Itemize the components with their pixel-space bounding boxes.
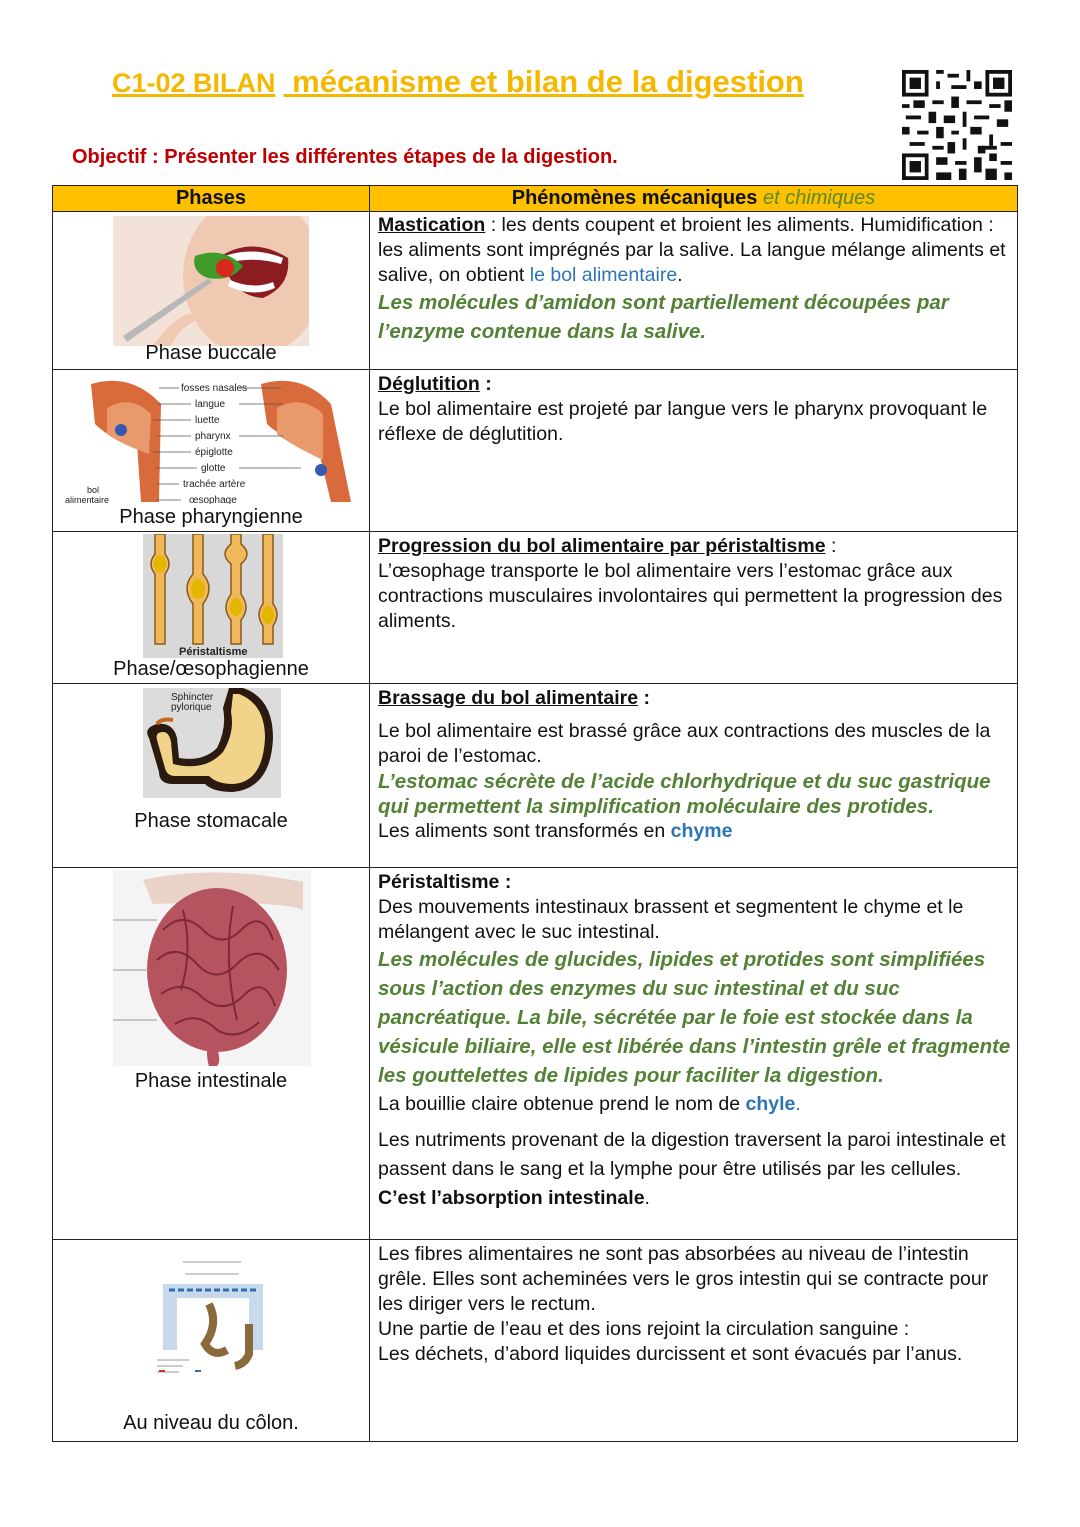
text-chyme-intro: Les aliments sont transformés en (378, 820, 671, 842)
row-oesophagienne (53, 532, 1018, 684)
chem-intestinale: Les molécules de glucides, lipides et protides sont simplifiées sous l’action des enzymes du suc intestinal et du suc pancréatique. La bile, sécrétée par le foie est stockée dans la vésicule biliaire, elle est libérée dans l’intestin grêle et fragmente les gouttelettes de lipides pour faciliter la digestion. (378, 948, 1011, 1087)
caption-oesophagienne: Phase/œsophagienne (113, 658, 309, 680)
label-pylorique: pylorique (171, 702, 212, 713)
col-header-phenomenes (370, 186, 1018, 212)
label-sphincter: Sphincter (171, 692, 214, 703)
text-progression: L’œsophage transporte le bol alimentaire vers l’estomac grâce aux contractions musculaires involontaires qui permettent la progression des aliments. (378, 560, 1003, 632)
heading-brassage: Brassage du bol alimentaire (378, 687, 639, 709)
col-header-mecaniques: Phénomènes mécaniques (511, 187, 758, 209)
label-pharynx: pharynx (195, 431, 231, 442)
colon-diagram (149, 1254, 277, 1380)
cell-buccale-image (53, 212, 370, 370)
text-chyme: chyme (670, 820, 733, 842)
label-langue: langue (195, 399, 226, 410)
cell-stomacale-image (53, 684, 370, 868)
row-pharyngienne (53, 370, 1018, 532)
text-fibres: Les fibres alimentaires ne sont pas absorbées au niveau de l’intestin grêle. Elles sont acheminées vers le gros intestin qui se contracte pour les diriger vers le rectum. (378, 1243, 989, 1315)
label-alimentaire: alimentaire (65, 495, 110, 504)
text-eau-ions: Une partie de l’eau et des ions rejoint la circulation sanguine : (378, 1318, 910, 1340)
text-deglutition: Le bol alimentaire est projeté par langue vers le pharynx provoquant le réflexe de déglutition. (378, 398, 988, 445)
label-bol: bol (87, 485, 100, 495)
heading-peristaltisme: Péristaltisme : (378, 871, 512, 893)
label-epiglotte: épiglotte (195, 447, 233, 458)
label-glotte: glotte (201, 463, 226, 474)
stomach-image (143, 688, 281, 798)
cell-pharyngienne-text (370, 370, 1018, 532)
row-intestinale (53, 868, 1018, 1240)
text-bol-alimentaire: le bol alimentaire (529, 264, 678, 286)
text-chyle: chyle (745, 1093, 796, 1115)
cell-colon-image (53, 1240, 370, 1442)
heading-progression: Progression du bol alimentaire par péristaltisme (378, 535, 826, 557)
text-dechets: Les déchets, d’abord liquides durcissent et sont évacués par l’anus. (378, 1343, 963, 1365)
row-buccale (53, 212, 1018, 370)
label-oesophage: œsophage (189, 495, 237, 504)
objective: Objectif : Présenter les différentes étapes de la digestion. (72, 146, 618, 168)
cell-oesophagienne-image (53, 532, 370, 684)
cell-pharyngienne-image (53, 370, 370, 532)
pharynx-diagram (61, 374, 361, 504)
title-text: mécanisme et bilan de la digestion (292, 64, 804, 99)
caption-pharyngienne: Phase pharyngienne (119, 506, 303, 528)
caption-colon: Au niveau du côlon. (123, 1412, 299, 1434)
heading-deglutition: Déglutition (378, 373, 480, 395)
chem-buccale: Les molécules d’amidon sont partiellement découpées par l’enzyme contenue dans la salive. (378, 291, 949, 343)
row-stomacale (53, 684, 1018, 868)
cell-colon-text (370, 1240, 1018, 1442)
cell-buccale-text: Mastication : les dents coupent et broient les aliments. Humidification : les aliments sont imprégnés par la salive. La langue mélange aliments et salive, on obtient le bol alimentaire. Les molécules d’amidon sont partiellement découpées par l’enzyme contenue dans la salive. (370, 212, 1018, 370)
heading-progression-suffix: : (825, 535, 837, 557)
col-header-chimiques: et chimiques (762, 187, 876, 209)
text-absorption-bold: C’est l’absorption intestinale (378, 1187, 645, 1209)
text-brassage: Le bol alimentaire est brassé grâce aux contractions des muscles de la paroi de l’estomac. (378, 720, 991, 767)
cell-oesophagienne-text (370, 532, 1018, 684)
cell-intestinale-text: Péristaltisme : Des mouvements intestinaux brassent et segmentent le chyme et le mélangent avec le suc intestinal. Les molécules de glucides, lipides et protides sont simplifiées sous l’action des enzymes du suc intestinal et du suc pancréatique. La bile, sécrétée par le foie est stockée dans la vésicule biliaire, elle est libérée dans l’intestin grêle et fragmente les gouttelettes de lipides pour faciliter la digestion. La bouillie claire obtenue prend le nom de chyle. Les nutriments provenant de la digestion traversent la paroi intestinale et passent dans le sang et la lymphe pour être utilisés par les cellules. C’est l’absorption intestinale. (370, 868, 1018, 1240)
text-peristaltisme: Des mouvements intestinaux brassent et segmentent le chyme et le mélangent avec le suc intestinal. (378, 896, 964, 943)
heading-mastication: Mastication (378, 214, 486, 236)
chem-stomacale: L’estomac sécrète de l’acide chlorhydrique et du suc gastrique qui permettent la simplification moléculaire des protides. (378, 770, 991, 818)
caption-stomacale: Phase stomacale (134, 810, 288, 832)
caption-buccale: Phase buccale (145, 342, 277, 364)
label-peristaltisme: Péristaltisme (179, 646, 248, 658)
label-luette: luette (195, 415, 220, 426)
digestion-table (52, 185, 1018, 1442)
heading-deglutition-suffix: : (479, 373, 492, 395)
qr-code (902, 70, 1012, 180)
row-colon (53, 1240, 1018, 1442)
title-code: C1-02 BILAN (112, 68, 276, 98)
col-header-phases: Phases (53, 186, 370, 212)
caption-intestinale: Phase intestinale (134, 1070, 288, 1092)
text-absorption: Les nutriments provenant de la digestion traversent la paroi intestinale et passent dans le sang et la lymphe pour être utilisés par les cellules. (378, 1129, 1006, 1180)
text-buccale: : les dents coupent et broient les aliments. Humidification : les aliments sont imprégnés par la salive. La langue mélange aliments et salive, on obtient (378, 214, 1006, 286)
heading-brassage-suffix: : (638, 687, 651, 709)
cell-stomacale-text (370, 684, 1018, 868)
peristalsis-image (143, 534, 283, 658)
mouth-eating-image (113, 216, 309, 346)
label-fosses-nasales: fosses nasales (181, 383, 248, 394)
page-title (112, 64, 804, 100)
small-intestine-image (113, 870, 311, 1066)
label-trachee: trachée artère (183, 479, 246, 490)
text-chyle-intro: La bouillie claire obtenue prend le nom de (378, 1093, 746, 1115)
cell-intestinale-image (53, 868, 370, 1240)
